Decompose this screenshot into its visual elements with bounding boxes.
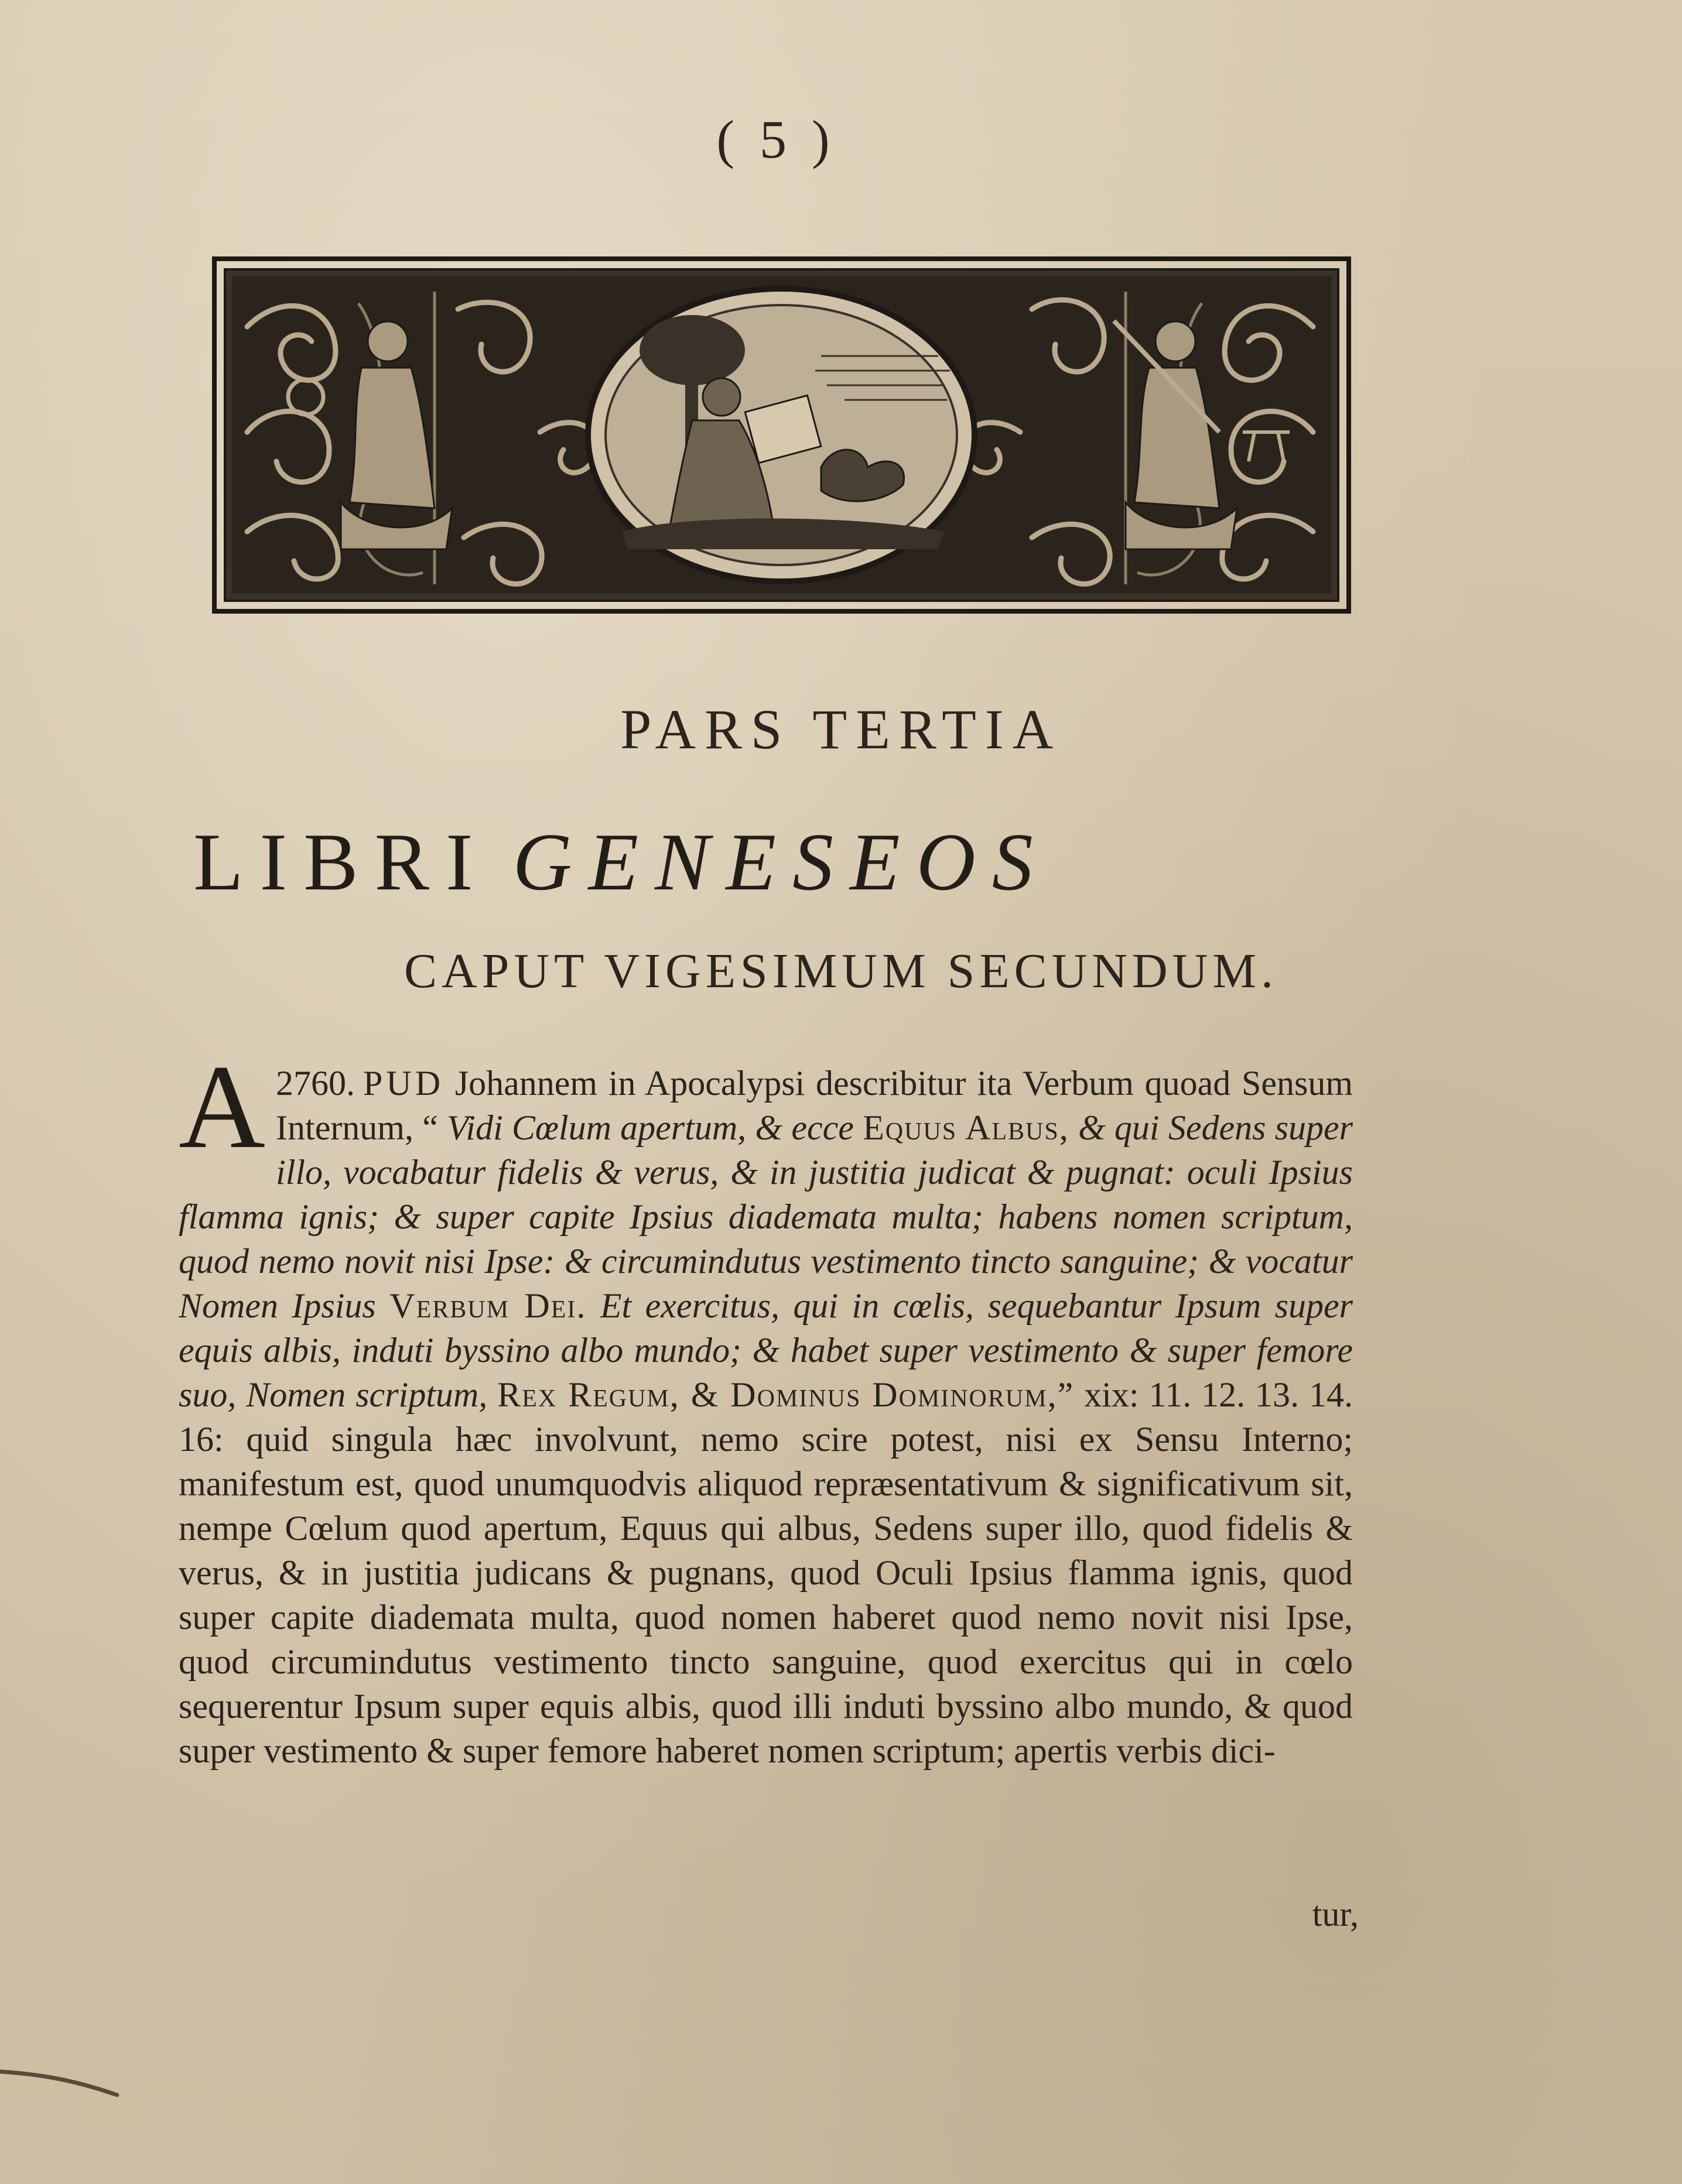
body-paragraph [179, 1040, 1353, 1773]
quotation-small-caps: Rex Regum, & Dominus Dominorum,” [497, 1375, 1075, 1414]
part-heading: PARS TERTIA [620, 698, 1062, 761]
ornamental-headpiece [212, 256, 1351, 614]
book-title-libri: LIBRI [193, 817, 490, 908]
quotation-small-caps: Verbum Dei. [389, 1286, 587, 1325]
quotation-italic: & qui Sedens super illo, vocabatur fidelis & verus, & in justitia judicat & pugnat: oculi Ipsius flamma ignis; & super capite Ipsius diademata multa; habens nomen scriptum, quod nemo novit nisi Ipse: & circumindutus vestimento tincto sanguine; & vocatur Nomen Ipsius [179, 1108, 1353, 1325]
page-number: ( 5 ) [716, 109, 836, 169]
body-text: xix: 11. 12. 13. 14. 16: quid singula hæc involvunt, nemo scire potest, nisi ex Sensu Interno; manifestum est, quod unumquodvis aliquod repræsentativum & significativum sit, nempe Cœlum quod apertum, Equus qui albus, Sedens super illo, quod fidelis & verus, & in justitia judicans & pugnans, quod Oculi Ipsius flamma ignis, quod super capite diademata multa, quod nomen haberet quod nemo novit nisi Ipse, quod circumindutus vestimento tincto sanguine, quod exercitus qui in cœlo sequerentur Ipsum super equis albis, quod illi induti byssino albo mundo, & quod super vestimento & super femore haberet nomen scriptum; apertis verbis dici- [179, 1375, 1353, 1770]
opening-word: PUD [363, 1064, 445, 1103]
chapter-heading: CAPUT VIGESIMUM SECUNDUM. [404, 944, 1278, 998]
book-title-geneseos: GENESEOS [512, 817, 1049, 908]
quotation-small-caps: Equus Albus, [863, 1108, 1069, 1147]
catchword: tur, [1312, 1895, 1359, 1933]
ink-mark-icon [0, 2061, 123, 2102]
drop-cap: A [179, 1040, 266, 1173]
paragraph-number: 2760. [276, 1064, 355, 1103]
headpiece-engraving-icon [212, 256, 1351, 614]
quotation-italic: Vidi Cœlum apertum, & ecce [447, 1108, 854, 1147]
body-text: Johannem in Apocalypsi describitur ita Verbum quoad Sensum Internum, “ [276, 1064, 1353, 1147]
book-title [193, 815, 1365, 909]
quotation-italic: Et exercitus, qui in cœlis, sequebantur Ipsum super equis albis, induti byssino albo mundo; & habet super vestimento & super femore suo, Nomen scriptum, [179, 1286, 1353, 1414]
